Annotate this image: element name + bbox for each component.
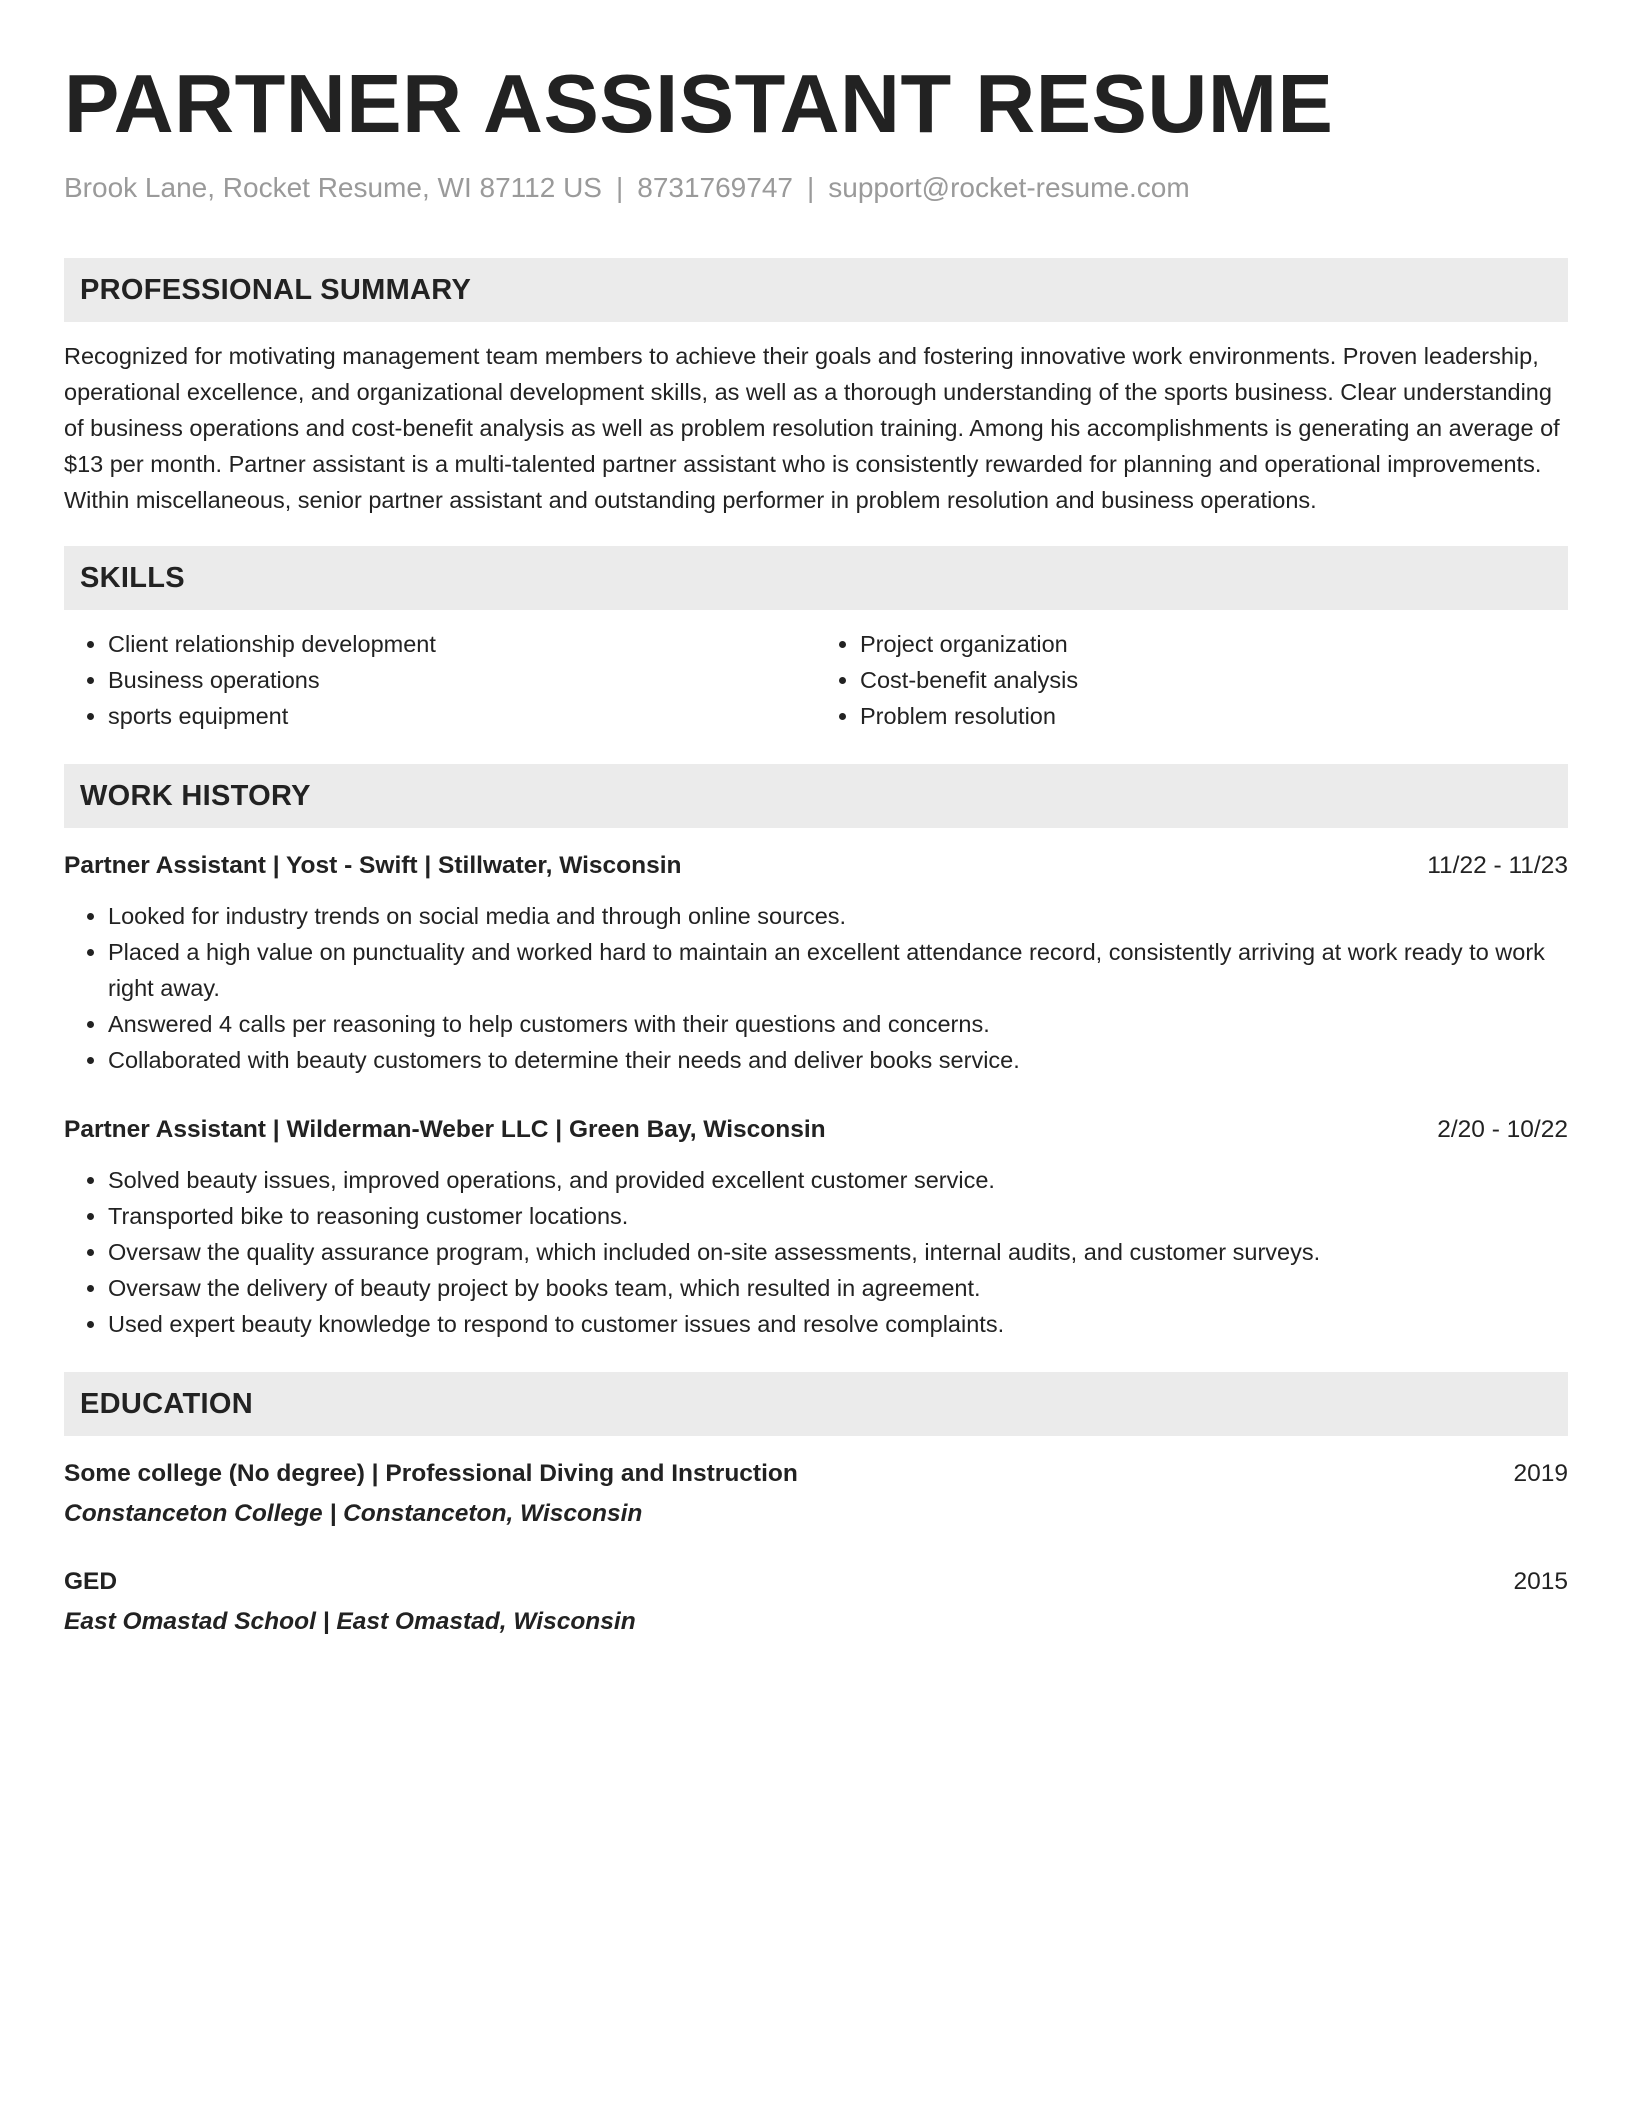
job-bullet: • Oversaw the delivery of beauty project by books team, which resulted in agreement. [108,1270,1568,1306]
education-year: 2019 [1513,1460,1568,1487]
education-school: East Omastad School | East Omastad, Wisconsin [64,1608,636,1635]
contact-separator: | [806,172,815,203]
job-bullet: • Answered 4 calls per reasoning to help customers with their questions and concerns. [108,1006,1568,1042]
education-header [64,1456,1568,1492]
skill-item: • Project organization [860,626,1568,662]
contact-line [64,170,1568,206]
education-degree: GED [64,1568,118,1595]
contact-address: Brook Lane, Rocket Resume, WI 87112 US [64,172,602,203]
education-header [64,1564,1568,1600]
job-bullet: • Collaborated with beauty customers to determine their needs and deliver books service. [108,1042,1568,1078]
job-bullet: • Oversaw the quality assurance program, which included on-site assessments, internal audits, and customer surveys. [108,1234,1568,1270]
education-year: 2015 [1513,1568,1568,1595]
job-title: Partner Assistant | Yost - Swift | Stillwater, Wisconsin [64,852,682,879]
education-degree: Some college (No degree) | Professional Diving and Instruction [64,1460,798,1487]
contact-phone: 8731769747 [637,172,793,203]
section-heading-education: EDUCATION [64,1372,1568,1436]
job-title: Partner Assistant | Wilderman-Weber LLC | Green Bay, Wisconsin [64,1116,826,1143]
job-entry [64,1112,1568,1342]
skill-item: • Cost-benefit analysis [860,662,1568,698]
section-heading-summary: PROFESSIONAL SUMMARY [64,258,1568,322]
contact-separator: | [615,172,624,203]
summary-text: Recognized for motivating management team members to achieve their goals and fostering innovative work environments. Proven leadership, operational excellence, and organizational development skills, as well as a thorough understanding of the sports business. Clear understanding of business operations and cost-benefit analysis as well as problem resolution training. Among his accomplishments is generating an average of $13 per month. Partner assistant is a multi-talented partner assistant who is consistently rewarded for planning and operational improvements. Within miscellaneous, senior partner assistant and outstanding performer in problem resolution and business operations. [64,343,1560,513]
education-school: Constanceton College | Constanceton, Wisconsin [64,1500,643,1527]
skills-column-left [64,626,816,734]
job-bullet: • Used expert beauty knowledge to respond to customer issues and resolve complaints. [108,1306,1568,1342]
job-header [64,1112,1568,1148]
education-entry [64,1564,1568,1640]
skill-item: • Business operations [108,662,816,698]
job-dates: 2/20 - 10/22 [1437,1116,1568,1143]
skills-column-right [816,626,1568,734]
job-bullets [64,1162,1568,1342]
skills-list [64,626,1568,734]
job-bullets [64,898,1568,1078]
job-header [64,848,1568,884]
job-bullet: • Placed a high value on punctuality and worked hard to maintain an excellent attendance record, consistently arriving at work ready to work right away. [108,934,1568,1006]
job-bullet: • Solved beauty issues, improved operations, and provided excellent customer service. [108,1162,1568,1198]
education-entry [64,1456,1568,1532]
resume-title: PARTNER ASSISTANT RESUME [64,57,1334,150]
job-dates: 11/22 - 11/23 [1427,852,1568,879]
section-heading-work-history: WORK HISTORY [64,764,1568,828]
skill-item: • Client relationship development [108,626,816,662]
skill-item: • Problem resolution [860,698,1568,734]
job-bullet: • Looked for industry trends on social media and through online sources. [108,898,1568,934]
skill-item: • sports equipment [108,698,816,734]
job-bullet: • Transported bike to reasoning customer locations. [108,1198,1568,1234]
job-entry [64,848,1568,1078]
section-heading-skills: SKILLS [64,546,1568,610]
contact-email: support@rocket-resume.com [828,172,1190,203]
